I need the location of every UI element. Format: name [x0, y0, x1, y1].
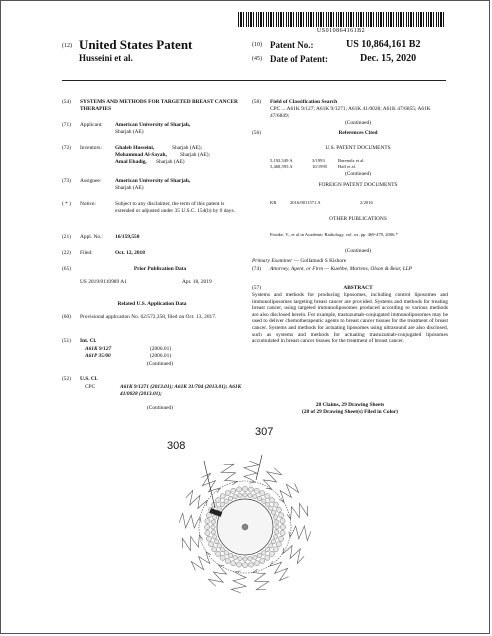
lipid-head — [211, 520, 215, 524]
notice-text: Subject to any disclaimer, the term of this patent is extended or adjusted under 35 U.S.C. 154(b) by 0 days. — [115, 201, 235, 214]
inventor-3: Amal Ebadig, — [115, 159, 147, 165]
foreign-doc-number: 2016/0011571 A — [290, 200, 321, 205]
lipid-head — [274, 520, 278, 524]
lipid-head — [220, 555, 225, 560]
lipid-head — [253, 555, 257, 559]
lipid-head — [233, 555, 237, 559]
lipid-head — [279, 536, 284, 541]
code-12: (12) — [62, 43, 72, 49]
field-search-text: CPC ... A61K 9/127; A61K 9/1271; A61K 41/0028; A61K 47/6855; A61K 47/6849; — [270, 106, 431, 119]
applicant-location: Sharjah (AE) — [115, 129, 144, 135]
lipid-head — [260, 558, 265, 563]
other-pubs-continued: (Continued) — [344, 248, 372, 254]
lipid-head — [269, 551, 274, 556]
code-56: (56) — [252, 130, 261, 136]
document-type-title: United States Patent — [79, 37, 193, 52]
date-label: Date of Patent: — [270, 54, 328, 64]
patent-no-label: Patent No.: — [270, 40, 314, 50]
cpc-continued: (Continued) — [146, 405, 174, 411]
lipid-head — [225, 558, 230, 563]
lipid-head — [271, 510, 275, 514]
lipid-head — [211, 530, 215, 534]
code-notice: ( * ) — [62, 201, 71, 207]
lipid-head — [214, 539, 218, 543]
us-doc-date: 3/1993 — [312, 158, 325, 163]
code-73: (73) — [62, 178, 71, 184]
lipid-head — [276, 507, 281, 512]
references-heading: References Cited — [338, 130, 378, 136]
lipid-head — [265, 555, 270, 560]
inventors-label: Inventors: — [80, 145, 102, 151]
foreign-docs-heading: FOREIGN PATENT DOCUMENTS — [318, 182, 398, 188]
other-pubs-heading: OTHER PUBLICATIONS — [329, 216, 387, 222]
lipid-head — [262, 499, 266, 503]
lipid-head — [243, 557, 247, 561]
inventor-short: Husseini et al. — [79, 53, 133, 63]
us-doc-number: 5,468,595 A — [270, 164, 293, 169]
lipid-head — [224, 551, 228, 555]
patent-date: Dec. 15, 2020 — [360, 53, 417, 64]
peg-tether — [253, 569, 269, 590]
peg-tether — [179, 513, 201, 528]
invention-title: SYSTEMS AND METHODS FOR TARGETED BREAST CANCER THERAPIES — [80, 99, 238, 112]
code-65: (65) — [62, 266, 71, 272]
us-cl-label: U.S. Cl. — [80, 376, 98, 382]
us-doc-number: 5,192,549 A — [270, 158, 293, 163]
us-docs-heading: U.S. PATENT DOCUMENTS — [325, 145, 391, 151]
foreign-doc-date: 2/2016 — [360, 200, 373, 205]
prior-pub-date: Apr. 18, 2019 — [182, 279, 212, 285]
lipid-head — [243, 493, 247, 497]
cpc-label: CPC — [85, 384, 96, 390]
peg-tether — [231, 571, 246, 593]
lipid-head — [220, 547, 224, 551]
inventor-2-location: Sharjah (AE); — [180, 152, 211, 158]
code-58: (58) — [252, 99, 261, 105]
lipid-head — [205, 530, 210, 535]
lipid-head — [257, 496, 261, 500]
prior-pub-heading: Prior Publication Data — [133, 266, 187, 272]
applicant-name: American University of Sharjah, — [115, 122, 191, 128]
lipid-head — [254, 488, 259, 493]
lipid-head — [236, 562, 241, 567]
peg-tether — [221, 464, 237, 485]
lipid-head — [253, 494, 257, 498]
provisional-application: Provisional application No. 62/572,358, filed on Oct. 13, 2017. — [80, 314, 217, 320]
filed-label: Filed: — [80, 250, 93, 256]
filed-date: Oct. 12, 2018 — [115, 250, 145, 256]
peg-tether — [182, 535, 203, 551]
lipid-head — [211, 525, 215, 529]
lipid-head — [260, 491, 265, 496]
peg-tether — [287, 503, 308, 519]
assignee-label: Assignee: — [80, 178, 102, 184]
lipid-head — [236, 487, 241, 492]
code-74: (74) — [252, 266, 261, 272]
examiner-name: — Gollamudi S Kishore — [293, 258, 347, 264]
code-60: (60) — [62, 314, 71, 320]
abstract-heading: ABSTRACT — [343, 285, 373, 291]
lipid-head — [238, 556, 242, 560]
int-cl-label: Int. Cl. — [80, 338, 97, 344]
lipid-head — [265, 547, 269, 551]
lipid-head — [257, 553, 261, 557]
lipid-head — [280, 530, 285, 535]
lipid-head — [205, 518, 210, 523]
us-doc-date: 10/1995 — [312, 164, 328, 169]
lipid-head — [220, 502, 224, 506]
lipid-head — [273, 502, 278, 507]
notice-label: Notice: — [80, 201, 96, 207]
lipid-head — [228, 496, 232, 500]
lipid-head — [248, 493, 252, 497]
cpc-classifications: A61K 9/1271 (2013.01); A61K 31/704 (2013.01); A61K 41/0028 (2013.01); — [120, 384, 242, 397]
related-heading: Related U.S. Application Data — [117, 301, 187, 307]
foreign-doc-country: KR — [270, 200, 277, 205]
patent-number: US 10,864,161 B2 — [346, 39, 421, 50]
code-72: (72) — [62, 145, 71, 151]
inventor-1-location: Sharjah (AE); — [172, 145, 203, 151]
lipid-head — [242, 486, 247, 491]
barcode-number: US010864161B2 — [316, 28, 366, 34]
lipid-head — [216, 551, 221, 556]
us-doc-name: Hall et al. — [338, 164, 356, 169]
abstract-text: Systems and methods for producing liposomes, including control liposomes and immunoliposomes targeting breast cancer are provided. Systems and methods for treating breast cancer, using targeted immunoliposomes produced according to various methods are also disclosed herein. For example, trastuzumab-conjugated immunoliposomes may be used to deliver chemotherapeutic agents to breast cancer tissues for the treatment of breast cancer. Systems and methods for actuating liposomes using ultrasound are also disclosed, such as systems and methods for actuating trastuzumab-conjugated liposomes accumulated in breast cancer tissues for the treatment of breast cancer. — [252, 292, 448, 345]
lipid-head — [238, 493, 242, 497]
drawing-color-note: (28 of 29 Drawing Sheet(s) Filed in Color) — [302, 409, 398, 415]
lipid-head — [280, 524, 285, 529]
peg-tether — [186, 491, 207, 509]
reference-numeral-308: 308 — [167, 440, 186, 452]
lipid-head — [254, 561, 259, 566]
lipid-head — [271, 539, 275, 543]
inventor-1: Ghaleb Husseini, — [115, 145, 155, 151]
lipid-head — [206, 536, 211, 541]
liposome-drawing — [179, 455, 311, 593]
lipid-head — [242, 562, 247, 567]
code-45: (45) — [252, 56, 262, 62]
lipid-head — [216, 498, 221, 503]
lipid-head — [265, 502, 269, 506]
lipid-head — [248, 487, 253, 492]
peg-tether — [263, 468, 281, 489]
peg-tether — [279, 484, 299, 503]
attorney-agent: Attorney, Agent, or Firm — Kuebbe, Martens, Olson & Bear, LLP — [270, 266, 412, 272]
lipid-head — [228, 553, 232, 557]
code-54: (54) — [62, 99, 71, 105]
inventor-3-location: Sharjah (AE) — [156, 159, 185, 165]
int-cl-code: A61P 35/00 — [85, 353, 111, 359]
code-22: (22) — [62, 250, 71, 256]
lipid-head — [248, 562, 253, 567]
code-10: (10) — [252, 42, 262, 48]
core-particle — [242, 524, 248, 530]
code-57: (57) — [252, 285, 261, 291]
code-51: (51) — [62, 338, 71, 344]
inventor-2: Mohammad Al-Sayah, — [115, 152, 167, 158]
int-cl-continued: (Continued) — [146, 361, 174, 367]
int-cl-version: (2006.01) — [150, 346, 172, 352]
lipid-head — [273, 547, 278, 552]
lipid-head — [206, 513, 211, 518]
lipid-head — [233, 494, 237, 498]
field-search-continued: (Continued) — [344, 120, 372, 126]
code-71: (71) — [62, 122, 71, 128]
lipid-head — [248, 556, 252, 560]
examiner-label: Primary Examiner — [252, 258, 293, 264]
lipid-head — [224, 499, 228, 503]
lipid-head — [265, 494, 270, 499]
lipid-head — [274, 530, 278, 534]
code-21: (21) — [62, 234, 71, 240]
int-cl-version: (2006.01) — [150, 353, 172, 359]
field-search-heading: Field of Classification Search — [270, 99, 338, 105]
int-cl-code: A61K 9/127 — [85, 346, 112, 352]
applicant-label: Applicant: — [80, 122, 103, 128]
lipid-head — [269, 544, 273, 548]
lipid-head — [273, 535, 277, 539]
lipid-head — [275, 525, 279, 529]
lipid-head — [231, 561, 236, 566]
appl-no-label: Appl. No.: — [80, 234, 103, 240]
claims-count: 28 Claims, 29 Drawing Sheets — [315, 402, 385, 408]
assignee-location: Sharjah (AE) — [115, 185, 144, 191]
prior-pub-no: US 2019/0110989 A1 — [80, 279, 127, 285]
lipid-head — [217, 506, 221, 510]
lipid-head — [273, 515, 277, 519]
lipid-head — [225, 491, 230, 496]
lipid-head — [220, 494, 225, 499]
lipid-head — [204, 524, 209, 529]
lipid-head — [212, 547, 217, 552]
peg-tether — [289, 526, 311, 541]
lipid-head — [279, 513, 284, 518]
leader-line-307 — [256, 455, 262, 480]
appl-no: 16/159,550 — [115, 234, 140, 240]
lipid-head — [276, 542, 281, 547]
code-52: (52) — [62, 376, 71, 382]
peg-tether — [244, 461, 259, 483]
lipid-head — [269, 498, 274, 503]
reference-numeral-307: 307 — [255, 426, 274, 438]
lipid-head — [212, 515, 216, 519]
other-pubs-text: Fronke, V., et al in Academic Radiology, vol. xx, pp. 469-479, 2006.* — [270, 232, 398, 237]
us-doc-name: Barenolz et al. — [338, 158, 365, 163]
lipid-head — [231, 488, 236, 493]
assignee-name: American University of Sharjah, — [115, 178, 191, 184]
lipid-head — [262, 551, 266, 555]
lipid-head — [217, 544, 221, 548]
us-docs-continued: (Continued) — [344, 171, 372, 177]
lipid-head — [269, 506, 273, 510]
lipid-head — [280, 518, 285, 523]
lipid-head — [209, 542, 214, 547]
lipid-head — [212, 535, 216, 539]
